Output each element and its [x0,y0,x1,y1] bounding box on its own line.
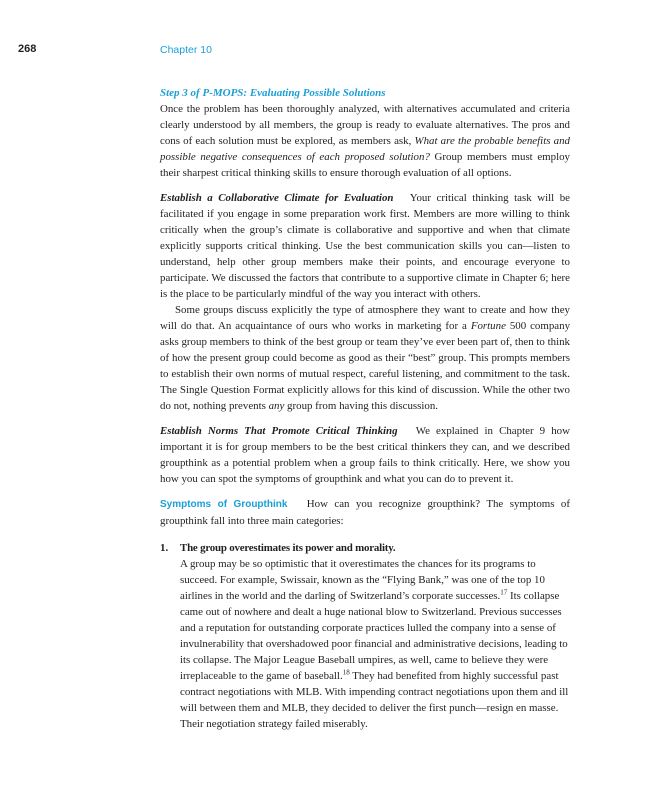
climate-p2-text-2: 500 company asks group members to think of the best group or team they’ve ever been part of, then to think of how the present group could become as good as their “best” group. This prompts members to establish their own norms of mutual respect, careful listening, and commitment to the task. The Single Question Format explicitly allows for this kind of discussion. While the other two do not, nothing prevents [160,320,571,412]
list-text-2: Its collapse came out of nowhere and dealt a huge national blow to Switzerland. Previous successes and a reputation for outstanding corporate practices lulled the company into a sense of invulnerability that overshadowed poor financial and administrative decisions, leading to its collapse. The Major League Baseball umpires, as well, came to believe they were irreplaceable to the game of baseball. [180,590,568,682]
list-number: 1. [160,542,169,554]
norms-text: We explained in Chapter 9 how important it is for group members to be the best critical thinkers they can, and we described groupthink as a potential problem when a group fails to think critically. Here, we show you how you can spot the symptoms of groupthink and what you can do to prevent it. [160,425,570,485]
list-paragraph [180,556,570,732]
reference-17: 17 [500,588,508,597]
climate-text: Your critical thinking task will be facilitated if you engage in some preparation work first. Members are more willing to think critically when the group’s climate is collaborative and supportive and when that climate explicitly supports critical thinking. Use the best communication skills you can—listen to understand, help other group members make their points, and encourage everyone to participate. We discussed the factors that contribute to a supportive climate in Chapter 6; here is the place to be particularly mindful of the way you interact with others. [160,192,570,300]
reference-18: 18 [342,668,350,677]
climate-p2-text-end: group from having this discussion. [284,400,438,412]
page-number: 268 [18,43,37,55]
intro-text-end: Group members must employ their sharpest critical thinking skills to ensure thorough evaluation of all options. [160,151,570,179]
list-text-1: A group may be so optimistic that it overestimates the chances for its programs to succeed. For example, Swissair, known as the “Flying Bank,” was one of the top 10 airlines in the world and the darling of Switzerland’s corporate successes. [180,558,545,602]
climate-paragraph-2 [160,302,570,414]
climate-p2-text: Some groups discuss explicitly the type of atmosphere they want to create and how they will do that. An acquaintance of ours who works in marketing for a [160,304,570,332]
fortune-text: Fortune [470,320,506,332]
page-body [160,85,570,732]
list-item [160,540,570,732]
intro-paragraph [160,101,570,181]
norms-heading: Establish Norms That Promote Critical Thinking [160,425,398,437]
climate-paragraph [160,190,570,302]
climate-heading: Establish a Collaborative Climate for Evaluation [160,192,394,204]
chapter-label: Chapter 10 [160,44,212,56]
list-title: The group overestimates its power and morality. [180,542,396,554]
section-heading: Step 3 of P-MOPS: Evaluating Possible Solutions [160,87,386,99]
symptoms-text: How can you recognize groupthink? The symptoms of groupthink fall into three main categories: [160,498,571,527]
intro-text: Once the problem has been thoroughly analyzed, with alternatives accumulated and criteria clearly understood by all members, the group is ready to evaluate alternatives. The pros and cons of each solution must be explored, as members ask, [160,103,570,147]
symptoms-heading: Symptoms of Groupthink [160,499,288,510]
norms-paragraph [160,423,570,487]
intro-question: What are the probable benefits and possible negative consequences of each proposed solution? [160,135,570,163]
any-text: any [268,400,285,412]
symptoms-paragraph [160,496,570,529]
list-text-3: They had benefited from highly successful past contract negotiations with MLB. With impending contract negotiations upon them and ill will between them and MLB, they decided to deliver the first punch—resign en masse. Their negotiation strategy failed miserably. [180,670,569,730]
